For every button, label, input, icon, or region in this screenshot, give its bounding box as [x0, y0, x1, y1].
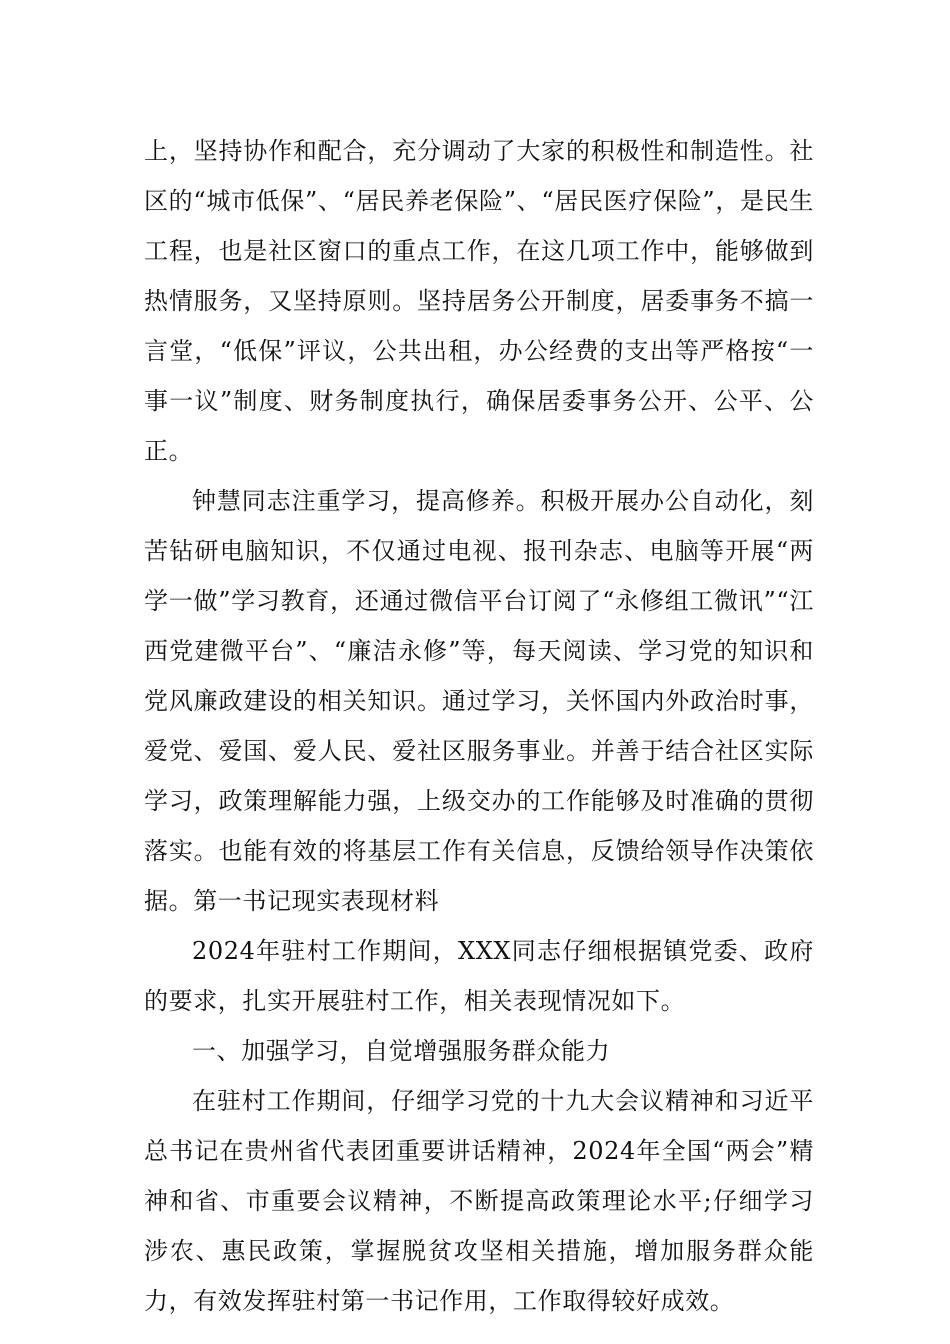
document-body [144, 126, 814, 1326]
section-heading: 一、加强学习，自觉增强服务群众能力 [192, 1037, 611, 1065]
paragraph-3: 2024年驻村工作期间，XXX同志仔细根据镇党委、政府的要求，扎实开展驻村工作，相关表现情况如下。 [144, 937, 814, 1015]
paragraph-1: 上，坚持协作和配合，充分调动了大家的积极性和制造性。社区的“城市低保”、“居民养老保险”、“居民医疗保险”，是民生工程，也是社区窗口的重点工作，在这几项工作中，能够做到热情服务，又坚持原则。坚持居务公开制度，居委事务不搞一言堂，“低保”评议，公共出租，办公经费的支出等严格按“一事一议”制度、财务制度执行，确保居委事务公开、公平、公正。 [144, 137, 814, 465]
paragraph-4: 在驻村工作期间，仔细学习党的十九大会议精神和习近平总书记在贵州省代表团重要讲话精神，2024年全国“两会”精神和省、市重要会议精神，不断提高政策理论水平;仔细学习涉农、惠民政策，掌握脱贫攻坚相关措施，增加服务群众能力，有效发挥驻村第一书记作用，工作取得较好成效。 [144, 1087, 814, 1315]
paragraph-2: 钟慧同志注重学习，提高修养。积极开展办公自动化，刻苦钻研电脑知识，不仅通过电视、报刊杂志、电脑等开展“两学一做”学习教育，还通过微信平台订阅了“永修组工微讯”“江西党建微平台”、“廉洁永修”等，每天阅读、学习党的知识和党风廉政建设的相关知识。通过学习，关怀国内外政治时事，爱党、爱国、爱人民、爱社区服务事业。并善于结合社区实际学习，政策理解能力强，上级交办的工作能够及时准确的贯彻落实。也能有效的将基层工作有关信息，反馈给领导作决策依据。第一书记现实表现材料 [144, 487, 814, 915]
